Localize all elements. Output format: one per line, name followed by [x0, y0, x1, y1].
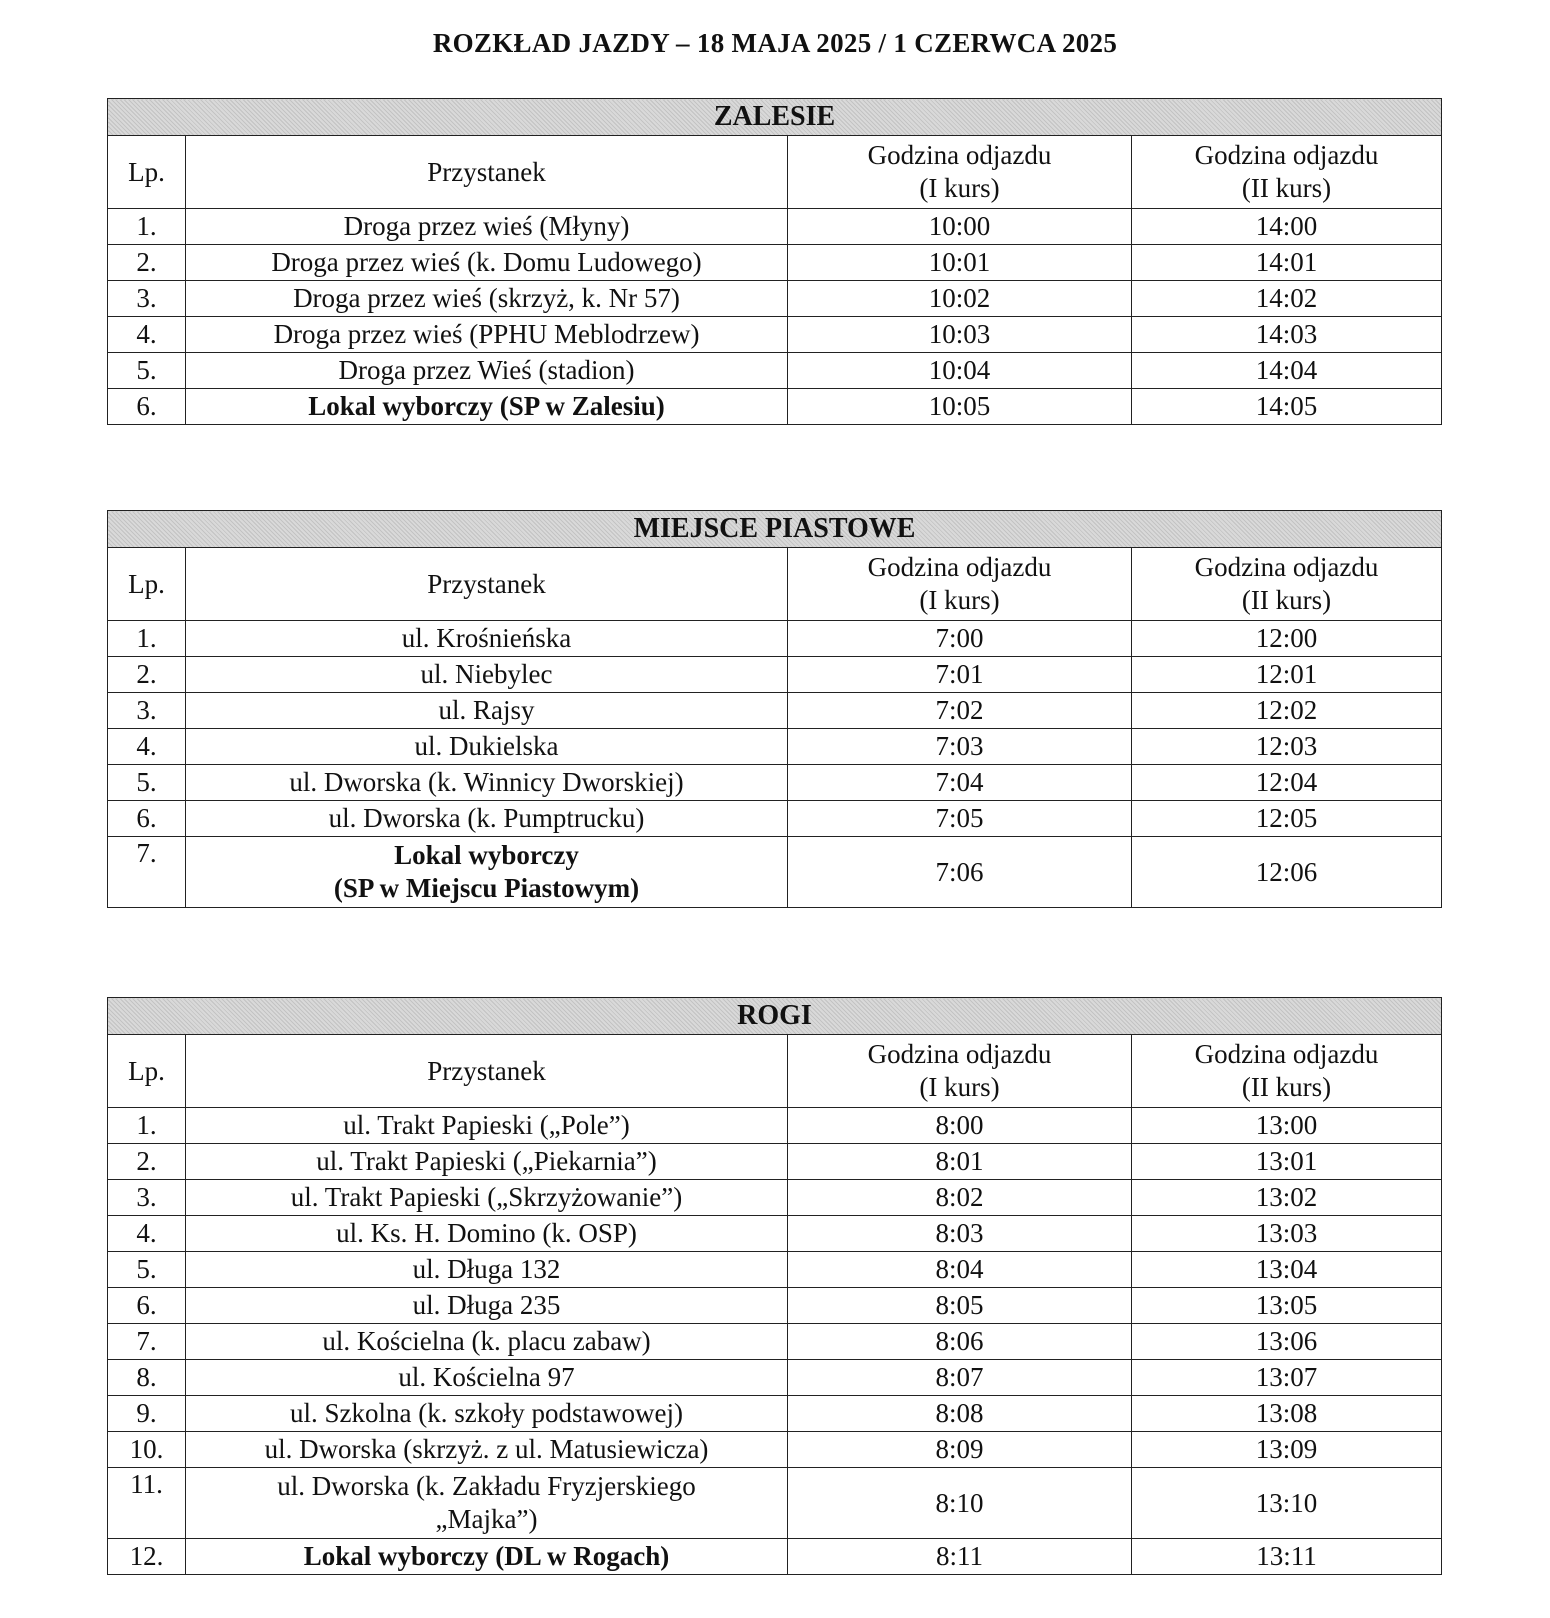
cell-stop: ul. Dworska (skrzyż. z ul. Matusiewicza) — [186, 1432, 788, 1468]
cell-stop: Droga przez wieś (Młyny) — [186, 209, 788, 245]
cell-time-2: 12:06 — [1132, 837, 1442, 908]
cell-lp: 1. — [108, 1108, 186, 1144]
cell-time-1: 8:11 — [788, 1539, 1132, 1575]
cell-lp: 8. — [108, 1360, 186, 1396]
stop-line: ul. Dworska (k. Zakładu Fryzjerskiego — [277, 1471, 696, 1501]
cell-time-1: 8:10 — [788, 1468, 1132, 1539]
table-row — [108, 1468, 1442, 1539]
cell-time-2: 13:00 — [1132, 1108, 1442, 1144]
cell-time-2: 13:06 — [1132, 1324, 1442, 1360]
header-line: Godzina odjazdu — [867, 552, 1052, 582]
cell-time-1: 8:05 — [788, 1288, 1132, 1324]
schedule-table-rogi — [107, 997, 1442, 1575]
cell-time-2: 14:01 — [1132, 245, 1442, 281]
cell-stop: ul. Kościelna (k. placu zabaw) — [186, 1324, 788, 1360]
cell-time-2: 13:05 — [1132, 1288, 1442, 1324]
table-row — [108, 837, 1442, 908]
cell-lp: 3. — [108, 281, 186, 317]
cell-time-2: 12:04 — [1132, 765, 1442, 801]
cell-stop: ul. Trakt Papieski („Skrzyżowanie”) — [186, 1180, 788, 1216]
header-line: (II kurs) — [1241, 585, 1332, 615]
cell-time-2: 13:09 — [1132, 1432, 1442, 1468]
cell-stop: ul. Rajsy — [186, 693, 788, 729]
cell-lp: 3. — [108, 1180, 186, 1216]
cell-stop: ul. Kościelna 97 — [186, 1360, 788, 1396]
table-row — [108, 1360, 1442, 1396]
cell-time-2: 12:03 — [1132, 729, 1442, 765]
cell-time-1: 7:01 — [788, 657, 1132, 693]
cell-lp: 5. — [108, 765, 186, 801]
cell-lp: 2. — [108, 245, 186, 281]
cell-stop: ul. Krośnieńska — [186, 621, 788, 657]
cell-time-2: 14:04 — [1132, 353, 1442, 389]
header-line: Godzina odjazdu — [867, 1039, 1052, 1069]
cell-time-1: 7:05 — [788, 801, 1132, 837]
cell-lp: 5. — [108, 353, 186, 389]
cell-time-2: 12:00 — [1132, 621, 1442, 657]
column-header-stop: Przystanek — [186, 548, 788, 621]
table-row — [108, 353, 1442, 389]
cell-time-1: 7:04 — [788, 765, 1132, 801]
cell-lp: 1. — [108, 621, 186, 657]
cell-time-1: 10:05 — [788, 389, 1132, 425]
cell-stop: ul. Niebylec — [186, 657, 788, 693]
cell-time-2: 13:03 — [1132, 1216, 1442, 1252]
cell-time-2: 13:04 — [1132, 1252, 1442, 1288]
stop-line: (SP w Miejscu Piastowym) — [333, 873, 640, 903]
cell-lp: 6. — [108, 389, 186, 425]
cell-stop: ul. Szkolna (k. szkoły podstawowej) — [186, 1396, 788, 1432]
column-header-stop: Przystanek — [186, 136, 788, 209]
cell-time-2: 14:02 — [1132, 281, 1442, 317]
column-header-departure-1 — [788, 548, 1132, 621]
cell-stop: Droga przez Wieś (stadion) — [186, 353, 788, 389]
cell-time-1: 8:02 — [788, 1180, 1132, 1216]
column-header-stop: Przystanek — [186, 1035, 788, 1108]
cell-stop: ul. Trakt Papieski („Pole”) — [186, 1108, 788, 1144]
cell-time-2: 14:00 — [1132, 209, 1442, 245]
cell-time-1: 10:04 — [788, 353, 1132, 389]
cell-time-1: 8:06 — [788, 1324, 1132, 1360]
table-row — [108, 621, 1442, 657]
cell-lp: 6. — [108, 801, 186, 837]
table-row — [108, 1288, 1442, 1324]
cell-lp: 4. — [108, 317, 186, 353]
cell-time-1: 8:00 — [788, 1108, 1132, 1144]
cell-stop: ul. Dworska (k. Pumptrucku) — [186, 801, 788, 837]
cell-time-1: 10:02 — [788, 281, 1132, 317]
cell-stop: Droga przez wieś (PPHU Meblodrzew) — [186, 317, 788, 353]
table-row — [108, 729, 1442, 765]
cell-stop-polling-station — [186, 837, 788, 908]
cell-time-2: 14:03 — [1132, 317, 1442, 353]
table-row — [108, 389, 1442, 425]
cell-time-1: 8:08 — [788, 1396, 1132, 1432]
table-row — [108, 1252, 1442, 1288]
document-title: ROZKŁAD JAZDY – 18 MAJA 2025 / 1 CZERWCA 2025 — [432, 28, 1118, 58]
table-row — [108, 1539, 1442, 1575]
cell-stop: Droga przez wieś (skrzyż, k. Nr 57) — [186, 281, 788, 317]
column-header-departure-2 — [1132, 1035, 1442, 1108]
cell-lp: 1. — [108, 209, 186, 245]
table-row — [108, 281, 1442, 317]
table-row — [108, 1180, 1442, 1216]
cell-lp: 5. — [108, 1252, 186, 1288]
cell-time-1: 7:02 — [788, 693, 1132, 729]
cell-time-2: 13:10 — [1132, 1468, 1442, 1539]
table-row — [108, 1108, 1442, 1144]
header-line: Godzina odjazdu — [1194, 1039, 1379, 1069]
cell-time-2: 12:02 — [1132, 693, 1442, 729]
column-header-lp: Lp. — [108, 1035, 186, 1108]
cell-time-1: 8:04 — [788, 1252, 1132, 1288]
header-line: (I kurs) — [919, 585, 1000, 615]
cell-stop: ul. Dworska (k. Winnicy Dworskiej) — [186, 765, 788, 801]
column-header-departure-2 — [1132, 136, 1442, 209]
cell-stop-polling-station: Lokal wyborczy (SP w Zalesiu) — [186, 389, 788, 425]
table-row — [108, 1216, 1442, 1252]
table-row — [108, 1432, 1442, 1468]
cell-lp: 2. — [108, 1144, 186, 1180]
table-row — [108, 1144, 1442, 1180]
cell-stop — [186, 1468, 788, 1539]
schedule-table-zalesie — [107, 98, 1442, 425]
cell-time-1: 8:03 — [788, 1216, 1132, 1252]
header-line: (II kurs) — [1241, 173, 1332, 203]
cell-time-1: 7:03 — [788, 729, 1132, 765]
table-row — [108, 765, 1442, 801]
cell-time-1: 10:01 — [788, 245, 1132, 281]
cell-time-2: 14:05 — [1132, 389, 1442, 425]
table-row — [108, 693, 1442, 729]
cell-lp: 4. — [108, 1216, 186, 1252]
cell-lp: 7. — [108, 1324, 186, 1360]
cell-time-1: 10:00 — [788, 209, 1132, 245]
cell-lp: 12. — [108, 1539, 186, 1575]
schedule-table-miejsce-piastowe — [107, 510, 1442, 908]
cell-stop: ul. Trakt Papieski („Piekarnia”) — [186, 1144, 788, 1180]
cell-lp: 10. — [108, 1432, 186, 1468]
cell-time-1: 8:09 — [788, 1432, 1132, 1468]
cell-stop: Droga przez wieś (k. Domu Ludowego) — [186, 245, 788, 281]
column-header-departure-1 — [788, 136, 1132, 209]
table-row — [108, 1396, 1442, 1432]
cell-stop: ul. Ks. H. Domino (k. OSP) — [186, 1216, 788, 1252]
header-line: Godzina odjazdu — [1194, 552, 1379, 582]
column-header-lp: Lp. — [108, 136, 186, 209]
cell-time-1: 8:07 — [788, 1360, 1132, 1396]
cell-lp: 4. — [108, 729, 186, 765]
header-line: (II kurs) — [1241, 1072, 1332, 1102]
section-title: ZALESIE — [108, 99, 1442, 136]
stop-line: Lokal wyborczy — [394, 840, 579, 870]
column-header-departure-2 — [1132, 548, 1442, 621]
section-title: MIEJSCE PIASTOWE — [108, 511, 1442, 548]
cell-stop: ul. Długa 235 — [186, 1288, 788, 1324]
table-row — [108, 1324, 1442, 1360]
table-row — [108, 801, 1442, 837]
cell-time-2: 12:05 — [1132, 801, 1442, 837]
cell-time-2: 13:01 — [1132, 1144, 1442, 1180]
cell-time-2: 13:07 — [1132, 1360, 1442, 1396]
cell-lp: 7. — [108, 837, 186, 908]
table-row — [108, 245, 1442, 281]
cell-stop-polling-station: Lokal wyborczy (DL w Rogach) — [186, 1539, 788, 1575]
cell-lp: 6. — [108, 1288, 186, 1324]
cell-time-2: 13:08 — [1132, 1396, 1442, 1432]
table-row — [108, 317, 1442, 353]
header-line: (I kurs) — [919, 173, 1000, 203]
cell-lp: 11. — [108, 1468, 186, 1539]
header-line: Godzina odjazdu — [1194, 140, 1379, 170]
cell-lp: 2. — [108, 657, 186, 693]
cell-stop: ul. Dukielska — [186, 729, 788, 765]
cell-time-2: 12:01 — [1132, 657, 1442, 693]
cell-lp: 3. — [108, 693, 186, 729]
cell-time-1: 10:03 — [788, 317, 1132, 353]
cell-stop: ul. Długa 132 — [186, 1252, 788, 1288]
column-header-departure-1 — [788, 1035, 1132, 1108]
stop-line: „Majka”) — [435, 1504, 538, 1534]
table-row — [108, 209, 1442, 245]
cell-time-2: 13:02 — [1132, 1180, 1442, 1216]
header-line: (I kurs) — [919, 1072, 1000, 1102]
table-row — [108, 657, 1442, 693]
cell-time-1: 8:01 — [788, 1144, 1132, 1180]
cell-time-1: 7:06 — [788, 837, 1132, 908]
section-title: ROGI — [108, 998, 1442, 1035]
cell-time-1: 7:00 — [788, 621, 1132, 657]
column-header-lp: Lp. — [108, 548, 186, 621]
cell-lp: 9. — [108, 1396, 186, 1432]
cell-time-2: 13:11 — [1132, 1539, 1442, 1575]
header-line: Godzina odjazdu — [867, 140, 1052, 170]
